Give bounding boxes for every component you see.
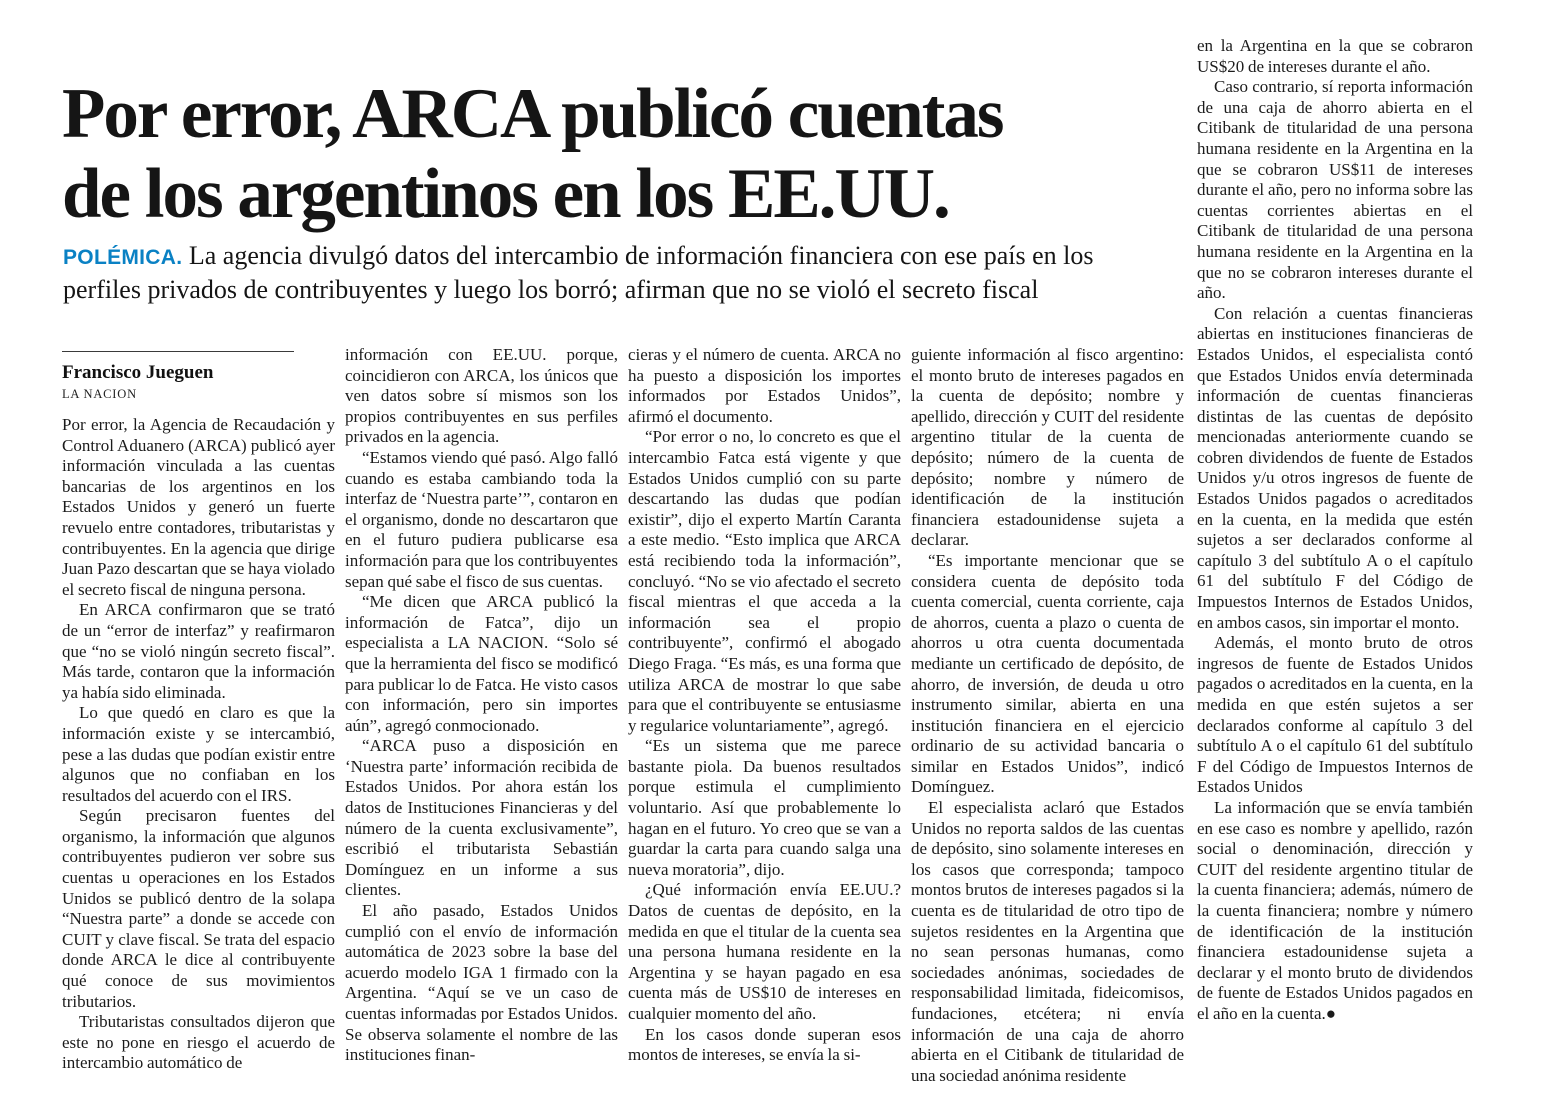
body-paragraph: en la Argentina en la que se cobraron US$20 de intereses durante el año. bbox=[1197, 36, 1473, 76]
headline-line-1: Por error, ARCA publicó cuentas bbox=[62, 74, 1003, 153]
body-paragraph: Caso contrario, sí reporta información de una caja de ahorro abierta en el Citibank de titularidad de una persona humana residente en la Argentina en la que se cobraron US$11 de intereses durante el año, pero no informa sobre las cuentas corrientes abiertas en el Citibank de titularidad de una persona humana residente en la Argentina en la que no se cobraron intereses durante el año. bbox=[1197, 77, 1473, 303]
body-column-3 bbox=[628, 345, 901, 1086]
body-paragraph: Además, el monto bruto de otros ingresos de fuente de Estados Unidos pagados o acreditados en la cuenta, en la medida en que estén sujetos a ser declarados conforme al capítulo 3 del subtítulo A o el capítulo 61 del subtítulo F del Código de Impuestos Internos de Estados Unidos bbox=[1197, 633, 1473, 797]
body-paragraph: “Estamos viendo qué pasó. Algo falló cuando es estaba cambiando toda la interfaz de ‘Nuestra parte’”, contaron en el organismo, donde no descartaron que en el futuro pudiera publicarse esa información para que los contribuyentes sepan qué sabe el fisco de sus cuentas. bbox=[345, 447, 618, 591]
column-1-paragraphs bbox=[62, 415, 335, 1074]
body-paragraph: El año pasado, Estados Unidos cumplió con el envío de información automática de 2023 sobre la base del acuerdo modelo IGA 1 firmado con la Argentina. “Aquí se ve un caso de cuentas informadas por Estados Unidos. Se observa solamente el nombre de las instituciones finan- bbox=[345, 901, 618, 1065]
body-paragraph: “Es un sistema que me parece bastante piola. Da buenos resultados porque estimula el cumplimiento voluntario. Así que probablemente lo hagan en el futuro. Yo creo que se van a guardar la carta para cuando salga una nueva moratoria”, dijo. bbox=[628, 736, 901, 879]
body-column-1 bbox=[62, 345, 335, 1086]
deck bbox=[63, 240, 1173, 306]
deck-text: La agencia divulgó datos del intercambio de información financiera con ese país en los perfiles privados de contribuyentes y luego los borró; afirman que no se violó el secreto fiscal bbox=[63, 241, 1094, 304]
byline-divider bbox=[62, 351, 294, 352]
body-paragraph: ¿Qué información envía EE.UU.? Datos de cuentas de depósito, en la medida en que el titular de la cuenta sea una persona humana residente en la Argentina y se hayan pagado en esa cuenta más de US$10 de intereses en cualquier momento del año. bbox=[628, 880, 901, 1023]
body-column-5 bbox=[1197, 36, 1473, 1071]
byline-outlet: LA NACION bbox=[62, 387, 137, 401]
body-paragraph: Por error, la Agencia de Recaudación y Control Aduanero (ARCA) publicó ayer información vinculada a las cuentas bancarias de los argentinos en los Estados Unidos y generó un fuerte revuelo entre contadores, tributaristas y contribuyentes. En la agencia que dirige Juan Pazo descartan que se haya violado el secreto fiscal de ninguna persona. bbox=[62, 415, 335, 599]
byline-block bbox=[62, 351, 335, 402]
body-paragraph: Según precisaron fuentes del organismo, la información que algunos contribuyentes pudieron ver sobre sus cuentas u operaciones en los Estados Unidos se publicó dentro de la solapa “Nuestra parte” a donde se accede con CUIT y clave fiscal. Se trata del espacio donde ARCA le dice al contribuyente qué conoce de sus movimientos tributarios. bbox=[62, 806, 335, 1011]
body-paragraph: “Por error o no, lo concreto es que el intercambio Fatca está vigente y que Estados Unidos cumplió con su parte descartando las dudas que podían existir”, dijo el experto Martín Caranta a este medio. “Esto implica que ARCA está recibiendo toda la información”, concluyó. “No se vio afectado el secreto fiscal mientras el que acceda a la información sea el propio contribuyente”, confirmó el abogado Diego Fraga. “Es más, es una forma que utiliza ARCA de mostrar lo que sabe para que el contribuyente se entusiasme y regularice voluntariamente”, agregó. bbox=[628, 427, 901, 735]
headline-line-2: de los argentinos en los EE.UU. bbox=[62, 154, 949, 233]
body-paragraph: información con EE.UU. porque, coincidieron con ARCA, los únicos que ven datos sobre sí mismos son los propios contribuyentes en sus perfiles privados en la agencia. bbox=[345, 345, 618, 447]
body-paragraph: Con relación a cuentas financieras abiertas en instituciones financieras de Estados Unidos, el especialista contó que Estados Unidos envía determinada información de cuentas financieras distintas de las cuentas de depósito mencionadas anteriormente cuando se cobren dividendos de fuente de Estados Unidos y/u otros ingresos de fuente de Estados Unidos pagados o acreditados en la cuenta, en la medida que estén sujetos a ser declarados conforme al capítulo 3 del subtítulo A o el capítulo 61 del subtítulo F del Código de Impuestos Internos de Estados Unidos, en ambos casos, sin importar el monto. bbox=[1197, 303, 1473, 632]
body-paragraph: El especialista aclaró que Estados Unidos no reporta saldos de las cuentas de depósito, sino solamente intereses en los casos que corresponda; tampoco montos brutos de intereses pagados si la cuenta es de titularidad de otro tipo de sujetos residentes en la Argentina que no sean personas humanas, como sociedades anónimas, sociedades de responsabilidad limitada, fideicomisos, fundaciones, etcétera; ni envía información de una caja de ahorro abierta en el Citibank de titularidad de una sociedad anónima residente bbox=[911, 798, 1184, 1085]
body-paragraph: En ARCA confirmaron que se trató de un “error de interfaz” y reafirmaron que “no se violó ningún secreto fiscal”. Más tarde, contaron que la información ya había sido eliminada. bbox=[62, 600, 335, 702]
body-paragraph: guiente información al fisco argentino: el monto bruto de intereses pagados en la cuenta de depósito; nombre y apellido, dirección y CUIT del residente argentino titular de la cuenta de depósito; número de la cuenta de depósito; nombre y número de identificación de la institución financiera estadounidense sujeta a declarar. bbox=[911, 345, 1184, 550]
body-paragraph: cieras y el número de cuenta. ARCA no ha puesto a disposición los importes informados por Estados Unidos”, afirmó el documento. bbox=[628, 345, 901, 426]
headline bbox=[62, 74, 1187, 234]
body-paragraph: “Me dicen que ARCA publicó la información de Fatca”, dijo un especialista a LA NACION. “Solo sé que la herramienta del fisco se modificó para publicar lo de Fatca. He visto casos con información, pero sin importes aún”, agregó conmocionado. bbox=[345, 592, 618, 735]
byline-author: Francisco Jueguen bbox=[62, 362, 214, 383]
body-column-4 bbox=[911, 345, 1184, 1086]
kicker-label: POLÉMICA. bbox=[63, 246, 183, 269]
body-paragraph: Lo que quedó en claro es que la información existe y se intercambió, pese a las dudas que podían existir entre algunos que no confiaban en los resultados del acuerdo con el IRS. bbox=[62, 703, 335, 805]
body-paragraph: “ARCA puso a disposición en ‘Nuestra parte’ información recibida de Estados Unidos. Por ahora están los datos de Instituciones Financieras y del número de la cuenta exclusivamente”, escribió el tributarista Sebastián Domínguez en un informe a sus clientes. bbox=[345, 736, 618, 900]
body-paragraph: La información que se envía también en ese caso es nombre y apellido, razón social o denominación, dirección y CUIT del residente argentino titular de la cuenta financiera; además, número de la cuenta financiera; nombre y número de identificación de la institución financiera estadounidense sujeta a declarar y el monto bruto de dividendos de fuente de Estados Unidos pagados en el año en la cuenta.● bbox=[1197, 797, 1473, 1023]
body-column-2 bbox=[345, 345, 618, 1086]
body-columns bbox=[62, 345, 1190, 1086]
body-paragraph: En los casos donde superan esos montos de intereses, se envía la si- bbox=[628, 1024, 901, 1065]
body-paragraph: Tributaristas consultados dijeron que este no pone en riesgo el acuerdo de intercambio automático de bbox=[62, 1012, 335, 1073]
body-paragraph: “Es importante mencionar que se considera cuenta de depósito toda cuenta comercial, cuenta corriente, caja de ahorros, cuenta a plazo o cuenta de ahorros u otra cuenta documentada mediante un certificado de depósito, de ahorro, de inversión, de deuda u otro instrumento similar, abierta en una institución financiera en el ejercicio ordinario de su actividad bancaria o similar en Estados Unidos”, indicó Domínguez. bbox=[911, 550, 1184, 797]
